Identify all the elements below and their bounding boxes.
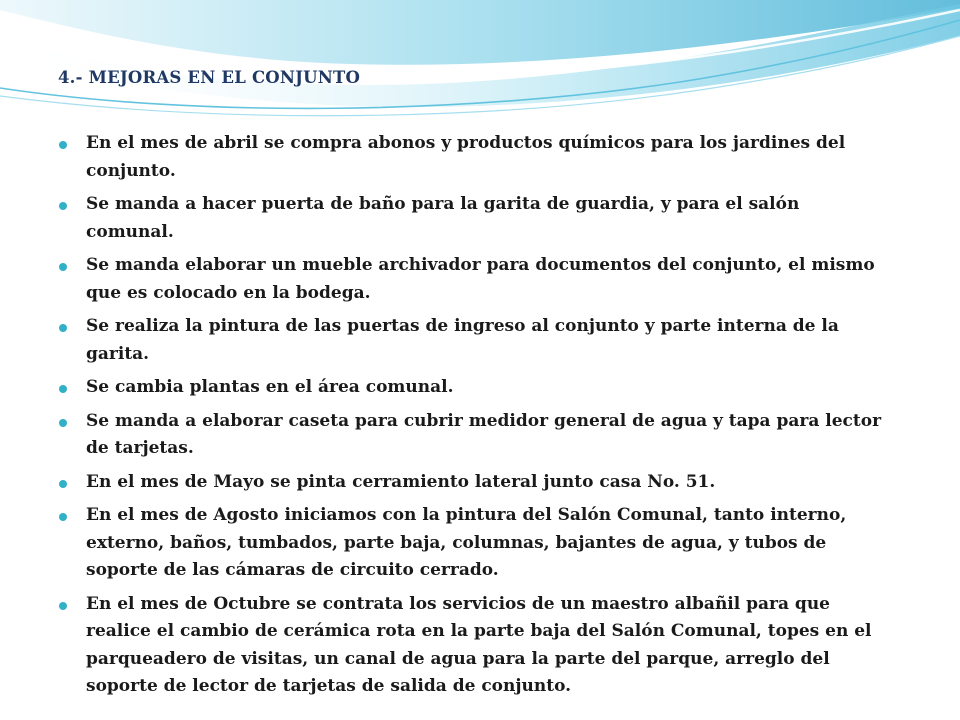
bullet-item [58,408,888,463]
bullet-dot-icon [59,385,67,393]
bullet-dot-icon [59,480,67,488]
bullet-dot-icon [59,202,67,210]
bullet-item [58,469,888,497]
bullet-dot-icon [59,141,67,149]
bullet-text: Se manda a elaborar caseta para cubrir medidor general de agua y tapa para lector de tarjetas. [86,410,882,458]
bullet-item [58,252,888,307]
wave-header-decoration [0,0,960,130]
bullet-dot-icon [59,324,67,332]
bullet-dot-icon [59,513,67,521]
bullet-text: En el mes de Agosto iniciamos con la pintura del Salón Comunal, tanto interno, externo, baños, tumbados, parte baja, columnas, bajantes de agua, y tubos de soporte de las cámaras de circuito cerrado. [86,505,847,580]
bullet-item [58,313,888,368]
bullet-item [58,502,888,585]
bullet-dot-icon [59,419,67,427]
bullet-text: En el mes de Mayo se pinta cerramiento lateral junto casa No. 51. [86,471,716,492]
bullet-item [58,374,888,402]
bullet-text: Se manda elaborar un mueble archivador para documentos del conjunto, el mismo que es colocado en la bodega. [86,255,875,303]
bullet-item [58,591,888,701]
bullet-item [58,130,888,185]
bullet-item [58,191,888,246]
bullet-text: Se realiza la pintura de las puertas de ingreso al conjunto y parte interna de la garita. [86,316,839,364]
bullet-text: En el mes de abril se compra abonos y productos químicos para los jardines del conjunto. [86,133,846,181]
bullet-text: Se cambia plantas en el área comunal. [86,377,454,397]
slide-title: 4.- MEJORAS EN EL CONJUNTO [58,68,361,87]
bullet-dot-icon [59,263,67,271]
bullet-dot-icon [59,602,67,610]
bullet-list [58,130,888,707]
bullet-text: Se manda a hacer puerta de baño para la garita de guardia, y para el salón comunal. [86,194,800,242]
bullet-text: En el mes de Octubre se contrata los servicios de un maestro albañil para que realice el cambio de cerámica rota en la parte baja del Salón Comunal, topes en el parqueadero de visitas, un canal de agua para la parte del parque, arreglo del soporte de lector de tarjetas de salida de conjunto. [86,593,872,696]
